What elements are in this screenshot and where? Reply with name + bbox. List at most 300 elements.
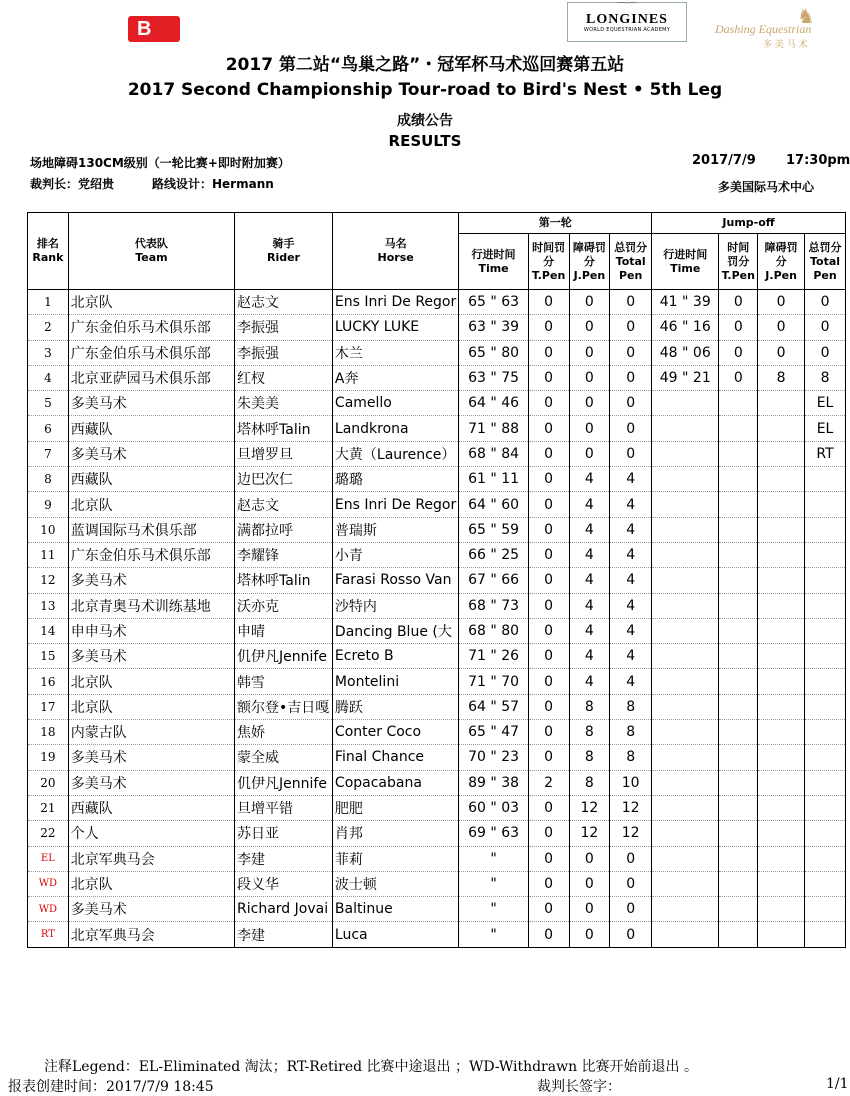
horse-cell: 腾跃 xyxy=(332,694,458,719)
jo-jpen-cell: 0 xyxy=(758,315,805,340)
table-row xyxy=(28,315,846,340)
jo-time-cell xyxy=(652,821,719,846)
table-row xyxy=(28,795,846,820)
table-row xyxy=(28,441,846,466)
jo-jpen-cell: 0 xyxy=(758,340,805,365)
r1-tpen-cell: 0 xyxy=(528,340,569,365)
r1-total-cell: 0 xyxy=(610,315,652,340)
r1-jpen-cell: 4 xyxy=(569,517,610,542)
table-row xyxy=(28,922,846,947)
team-cell: 个人 xyxy=(68,821,234,846)
jo-total-cell xyxy=(805,897,846,922)
r1-total-cell: 0 xyxy=(610,340,652,365)
rider-cell: 赵志文 xyxy=(235,290,333,315)
team-cell: 广东金伯乐马术俱乐部 xyxy=(68,542,234,567)
jo-total-cell xyxy=(805,492,846,517)
team-cell: 北京队 xyxy=(68,694,234,719)
jo-time-cell xyxy=(652,441,719,466)
rank-cell: 8 xyxy=(28,467,69,492)
jo-jpen-cell xyxy=(758,492,805,517)
table-row xyxy=(28,694,846,719)
rider-cell: 朱美美 xyxy=(235,391,333,416)
team-cell: 多美马术 xyxy=(68,745,234,770)
jo-total-cell: RT xyxy=(805,441,846,466)
r1-time-cell: 89 " 38 xyxy=(459,770,528,795)
rider-cell: 申晴 xyxy=(235,618,333,643)
r1-time-cell: 65 " 80 xyxy=(459,340,528,365)
r1-time-cell: 70 " 23 xyxy=(459,745,528,770)
jo-tpen-cell: 0 xyxy=(719,315,758,340)
judge-signature: 裁判长签字： xyxy=(537,1079,621,1095)
title-cn: 2017 第二站“鸟巢之路”・冠军杯马术巡回赛第五站 xyxy=(225,55,625,75)
team-cell: 北京队 xyxy=(68,492,234,517)
rider-cell: 仉伊凡Jennife xyxy=(235,770,333,795)
rider-cell: 红杈 xyxy=(235,365,333,390)
rider-cell: 额尔登•吉日嘎 xyxy=(235,694,333,719)
rider-cell: 边巴次仁 xyxy=(235,467,333,492)
r1-tpen-cell: 0 xyxy=(528,467,569,492)
rank-cell: EL xyxy=(28,846,69,871)
r1-total-cell: 0 xyxy=(610,871,652,896)
jo-time-cell xyxy=(652,795,719,820)
team-cell: 内蒙古队 xyxy=(68,720,234,745)
jo-tpen-cell xyxy=(719,720,758,745)
horse-cell: Luca xyxy=(332,922,458,947)
r1-time-cell: " xyxy=(459,846,528,871)
table-row xyxy=(28,720,846,745)
r1-jpen-cell: 4 xyxy=(569,618,610,643)
jo-total-cell xyxy=(805,922,846,947)
rider-cell: 满都拉呼 xyxy=(235,517,333,542)
table-row xyxy=(28,897,846,922)
horse-cell: 肥肥 xyxy=(332,795,458,820)
r1-total-cell: 4 xyxy=(610,644,652,669)
jo-time-cell: 46 " 16 xyxy=(652,315,719,340)
table-row xyxy=(28,669,846,694)
longines-sub: WORLD EQUESTRIAN ACADEMY xyxy=(583,27,671,33)
rider-cell: 仉伊凡Jennife xyxy=(235,644,333,669)
rank-header: 排名 Rank xyxy=(28,213,69,290)
r1-total-cell: 4 xyxy=(610,542,652,567)
r1-tpen-cell: 0 xyxy=(528,821,569,846)
horse-cell: 菲莉 xyxy=(332,846,458,871)
jo-tpen-cell xyxy=(719,391,758,416)
r1-total-cell: 4 xyxy=(610,593,652,618)
page-number: 1/1 xyxy=(826,1076,849,1092)
horse-cell: Landkrona xyxy=(332,416,458,441)
r1-jpen-cell: 0 xyxy=(569,290,610,315)
jo-jpen-cell xyxy=(758,441,805,466)
event-date: 2017/7/9 xyxy=(692,153,756,168)
jo-jpen-cell xyxy=(758,897,805,922)
jo-tpen-cell xyxy=(719,441,758,466)
r1-jpen-cell: 4 xyxy=(569,492,610,517)
jo-tpen-cell xyxy=(719,745,758,770)
horse-cell: Dancing Blue (大 xyxy=(332,618,458,643)
r1-jpen-cell: 0 xyxy=(569,846,610,871)
r1-tpen-cell: 0 xyxy=(528,593,569,618)
horse-cell: 木兰 xyxy=(332,340,458,365)
r1-jpen-cell: 0 xyxy=(569,871,610,896)
rider-cell: 旦增罗旦 xyxy=(235,441,333,466)
jo-tpen-cell xyxy=(719,846,758,871)
rider-cell: 李建 xyxy=(235,846,333,871)
r1-time-cell: " xyxy=(459,897,528,922)
r1-time-cell: 69 " 63 xyxy=(459,821,528,846)
jo-tpen-cell xyxy=(719,897,758,922)
rider-cell: 沃亦克 xyxy=(235,593,333,618)
table-row xyxy=(28,770,846,795)
legend: 注释Legend：EL-Eliminated 淘汰；RT-Retired 比赛中途退出 ；WD-Withdrawn 比赛开始前退出 。 xyxy=(44,1059,698,1075)
jo-total-cell xyxy=(805,593,846,618)
team-cell: 北京队 xyxy=(68,871,234,896)
jo-total-cell xyxy=(805,720,846,745)
jo-jpen-cell xyxy=(758,846,805,871)
jo-total-cell xyxy=(805,517,846,542)
jo-time-header: 行进时间 Time xyxy=(652,234,719,290)
rider-cell: 塔林呼Talin xyxy=(235,416,333,441)
rider-cell: 塔林呼Talin xyxy=(235,568,333,593)
table-row xyxy=(28,871,846,896)
r1-time-cell: 64 " 57 xyxy=(459,694,528,719)
jo-total-cell: EL xyxy=(805,391,846,416)
jo-jpen-cell xyxy=(758,871,805,896)
team-cell: 多美马术 xyxy=(68,644,234,669)
team-header: 代表队 Team xyxy=(68,213,234,290)
jo-tpen-cell: 0 xyxy=(719,365,758,390)
jo-time-cell xyxy=(652,517,719,542)
jo-jpen-cell xyxy=(758,517,805,542)
jo-total-cell: 0 xyxy=(805,290,846,315)
jo-tpen-cell xyxy=(719,517,758,542)
team-cell: 西藏队 xyxy=(68,416,234,441)
horse-icon: ♞ xyxy=(797,4,815,28)
jo-time-cell xyxy=(652,618,719,643)
r1-time-cell: 61 " 11 xyxy=(459,467,528,492)
r1-time-cell: 67 " 66 xyxy=(459,568,528,593)
r1-total-cell: 8 xyxy=(610,720,652,745)
team-cell: 北京青奥马术训练基地 xyxy=(68,593,234,618)
team-cell: 多美马术 xyxy=(68,770,234,795)
table-row xyxy=(28,290,846,315)
horse-cell: Ens Inri De Regor xyxy=(332,290,458,315)
r1-time-cell: 64 " 60 xyxy=(459,492,528,517)
rank-cell: 10 xyxy=(28,517,69,542)
team-cell: 广东金伯乐马术俱乐部 xyxy=(68,340,234,365)
rider-cell: 蒙全威 xyxy=(235,745,333,770)
jo-jpen-cell xyxy=(758,644,805,669)
jo-time-cell xyxy=(652,694,719,719)
rider-cell: 李建 xyxy=(235,922,333,947)
horse-cell: 肖邦 xyxy=(332,821,458,846)
horse-cell: Camello xyxy=(332,391,458,416)
jumpoff-header: Jump-off xyxy=(652,213,846,234)
r1-jpen-cell: 0 xyxy=(569,922,610,947)
r1-tpen-cell: 0 xyxy=(528,290,569,315)
jo-jpen-cell xyxy=(758,391,805,416)
table-row xyxy=(28,644,846,669)
r1-tpen-cell: 0 xyxy=(528,897,569,922)
jo-total-cell xyxy=(805,871,846,896)
jo-time-cell xyxy=(652,770,719,795)
jo-jpen-cell xyxy=(758,922,805,947)
jo-time-cell xyxy=(652,922,719,947)
jo-tpen-cell xyxy=(719,795,758,820)
jo-jpen-cell xyxy=(758,694,805,719)
horse-cell: Ecreto B xyxy=(332,644,458,669)
wings-icon: ⌒⌒ xyxy=(617,3,636,13)
r1-jpen-cell: 0 xyxy=(569,315,610,340)
r1-total-cell: 0 xyxy=(610,846,652,871)
jo-tpen-cell xyxy=(719,467,758,492)
r1-total-cell: 4 xyxy=(610,492,652,517)
r1-total-cell: 0 xyxy=(610,922,652,947)
jo-total-cell: 0 xyxy=(805,315,846,340)
r1-jpen-cell: 4 xyxy=(569,644,610,669)
jo-tpen-header: 时间 罚分 T.Pen xyxy=(719,234,758,290)
rank-cell: 7 xyxy=(28,441,69,466)
jo-jpen-cell: 8 xyxy=(758,365,805,390)
rank-cell: WD xyxy=(28,871,69,896)
table-row xyxy=(28,340,846,365)
team-cell: 多美马术 xyxy=(68,897,234,922)
results-table xyxy=(27,212,846,948)
rider-cell: 赵志文 xyxy=(235,492,333,517)
r1-time-cell: " xyxy=(459,871,528,896)
r1-jpen-cell: 8 xyxy=(569,694,610,719)
jo-time-cell xyxy=(652,720,719,745)
jo-time-cell xyxy=(652,644,719,669)
jo-jpen-cell xyxy=(758,568,805,593)
longines-name: LONGINES xyxy=(586,12,668,27)
table-row xyxy=(28,593,846,618)
r1-tpen-cell: 2 xyxy=(528,770,569,795)
jo-tpen-cell xyxy=(719,568,758,593)
r1-jpen-cell: 0 xyxy=(569,441,610,466)
jo-time-cell xyxy=(652,846,719,871)
report-created: 报表创建时间：2017/7/9 18:45 xyxy=(8,1079,214,1095)
longines-logo xyxy=(567,2,687,42)
jo-jpen-cell xyxy=(758,618,805,643)
r1-jpen-cell: 0 xyxy=(569,365,610,390)
jo-jpen-cell xyxy=(758,821,805,846)
jo-total-cell: 0 xyxy=(805,340,846,365)
r1-tpen-cell: 0 xyxy=(528,315,569,340)
r1-tpen-cell: 0 xyxy=(528,669,569,694)
jo-total-cell xyxy=(805,770,846,795)
horse-cell: Conter Coco xyxy=(332,720,458,745)
event-time: 17:30pm xyxy=(786,153,850,168)
horse-cell: LUCKY LUKE xyxy=(332,315,458,340)
results-cn: 成绩公告 xyxy=(397,113,453,129)
rank-cell: 22 xyxy=(28,821,69,846)
table-row xyxy=(28,542,846,567)
r1-time-cell: 63 " 39 xyxy=(459,315,528,340)
jo-total-cell xyxy=(805,618,846,643)
jo-jpen-cell xyxy=(758,467,805,492)
rank-cell: 9 xyxy=(28,492,69,517)
rider-cell: 段义华 xyxy=(235,871,333,896)
table-row xyxy=(28,467,846,492)
jo-tpen-cell xyxy=(719,770,758,795)
rank-cell: 21 xyxy=(28,795,69,820)
r1-tpen-cell: 0 xyxy=(528,745,569,770)
r1-time-cell: 60 " 03 xyxy=(459,795,528,820)
r1-time-cell: 71 " 70 xyxy=(459,669,528,694)
jo-jpen-cell: 0 xyxy=(758,290,805,315)
table-row xyxy=(28,821,846,846)
table-row xyxy=(28,618,846,643)
r1-time-cell: 68 " 80 xyxy=(459,618,528,643)
jo-tpen-cell xyxy=(719,694,758,719)
r1-tpen-cell: 0 xyxy=(528,391,569,416)
table-row xyxy=(28,745,846,770)
rider-cell: 焦娇 xyxy=(235,720,333,745)
jo-total-cell xyxy=(805,542,846,567)
team-cell: 申申马术 xyxy=(68,618,234,643)
horse-cell: 璐璐 xyxy=(332,467,458,492)
r1-jpen-cell: 0 xyxy=(569,897,610,922)
venue-info: 多美国际马术中心 xyxy=(718,180,815,194)
rider-cell: 苏日亚 xyxy=(235,821,333,846)
rank-cell: 15 xyxy=(28,644,69,669)
horse-cell: 波士顿 xyxy=(332,871,458,896)
table-row xyxy=(28,846,846,871)
jo-tpen-cell xyxy=(719,416,758,441)
r1-jpen-cell: 12 xyxy=(569,795,610,820)
jo-time-cell xyxy=(652,669,719,694)
rank-cell: 13 xyxy=(28,593,69,618)
jo-jpen-cell xyxy=(758,416,805,441)
rank-cell: WD xyxy=(28,897,69,922)
r1-tpen-cell: 0 xyxy=(528,720,569,745)
jo-time-cell: 48 " 06 xyxy=(652,340,719,365)
jo-tpen-cell xyxy=(719,492,758,517)
r1-total-cell: 4 xyxy=(610,669,652,694)
jo-jpen-cell xyxy=(758,593,805,618)
r1-tpen-cell: 0 xyxy=(528,871,569,896)
r1-time-cell: 68 " 73 xyxy=(459,593,528,618)
r1-jpen-cell: 4 xyxy=(569,542,610,567)
r1-time-cell: 71 " 88 xyxy=(459,416,528,441)
rank-cell: 20 xyxy=(28,770,69,795)
rank-cell: 6 xyxy=(28,416,69,441)
jo-total-cell: EL xyxy=(805,416,846,441)
table-row xyxy=(28,568,846,593)
r1-tpen-cell: 0 xyxy=(528,517,569,542)
table-row xyxy=(28,391,846,416)
r1-total-cell: 0 xyxy=(610,441,652,466)
horse-header: 马名 Horse xyxy=(332,213,458,290)
round1-header: 第一轮 xyxy=(459,213,652,234)
jo-time-cell xyxy=(652,467,719,492)
r1-tpen-cell: 0 xyxy=(528,365,569,390)
team-cell: 多美马术 xyxy=(68,568,234,593)
jo-jpen-cell xyxy=(758,720,805,745)
horse-cell: A奔 xyxy=(332,365,458,390)
jo-time-cell xyxy=(652,593,719,618)
r1-total-cell: 12 xyxy=(610,821,652,846)
rank-cell: 14 xyxy=(28,618,69,643)
rider-cell: 李耀锋 xyxy=(235,542,333,567)
jo-jpen-cell xyxy=(758,669,805,694)
rank-cell: 11 xyxy=(28,542,69,567)
r1-jpen-cell: 8 xyxy=(569,770,610,795)
jo-time-cell: 41 " 39 xyxy=(652,290,719,315)
r1-tpen-cell: 0 xyxy=(528,795,569,820)
jo-total-cell xyxy=(805,467,846,492)
r1-tpen-cell: 0 xyxy=(528,694,569,719)
r1-total-cell: 4 xyxy=(610,467,652,492)
jo-tpen-cell xyxy=(719,618,758,643)
jo-tpen-cell xyxy=(719,669,758,694)
jo-tpen-cell xyxy=(719,542,758,567)
jo-tpen-cell xyxy=(719,922,758,947)
r1-tpen-cell: 0 xyxy=(528,416,569,441)
horse-cell: Final Chance xyxy=(332,745,458,770)
r1-time-cell: 65 " 63 xyxy=(459,290,528,315)
horse-cell: 大黄（Laurence） xyxy=(332,441,458,466)
r1-jpen-cell: 12 xyxy=(569,821,610,846)
r1-total-cell: 0 xyxy=(610,290,652,315)
r1-tpen-cell: 0 xyxy=(528,542,569,567)
jo-tpen-cell: 0 xyxy=(719,290,758,315)
rider-cell: 李振强 xyxy=(235,315,333,340)
r1-tpen-header: 时间罚 分 T.Pen xyxy=(528,234,569,290)
horse-cell: Ens Inri De Regor xyxy=(332,492,458,517)
team-cell: 北京队 xyxy=(68,290,234,315)
r1-total-cell: 12 xyxy=(610,795,652,820)
r1-total-cell: 4 xyxy=(610,618,652,643)
r1-jpen-cell: 4 xyxy=(569,593,610,618)
r1-total-cell: 0 xyxy=(610,897,652,922)
r1-total-cell: 0 xyxy=(610,365,652,390)
jo-time-cell xyxy=(652,542,719,567)
rank-cell: 18 xyxy=(28,720,69,745)
dashing-cn: 多 美 马 术 xyxy=(763,40,808,50)
rank-cell: 2 xyxy=(28,315,69,340)
rider-header: 骑手 Rider xyxy=(235,213,333,290)
team-cell: 西藏队 xyxy=(68,795,234,820)
r1-time-cell: 66 " 25 xyxy=(459,542,528,567)
jo-jpen-cell xyxy=(758,795,805,820)
horse-cell: 小青 xyxy=(332,542,458,567)
logo-letter: B xyxy=(137,18,152,40)
r1-jpen-cell: 0 xyxy=(569,340,610,365)
r1-jpen-cell: 0 xyxy=(569,391,610,416)
rider-cell: Richard Jovai xyxy=(235,897,333,922)
jo-total-cell: 8 xyxy=(805,365,846,390)
rank-cell: 16 xyxy=(28,669,69,694)
team-cell: 广东金伯乐马术俱乐部 xyxy=(68,315,234,340)
jo-total-cell xyxy=(805,644,846,669)
team-cell: 多美马术 xyxy=(68,441,234,466)
r1-time-cell: " xyxy=(459,922,528,947)
table-row xyxy=(28,517,846,542)
horse-cell: 沙特内 xyxy=(332,593,458,618)
judge-info: 裁判长：党绍贵 xyxy=(30,177,115,191)
designer-info: 路线设计：Hermann xyxy=(152,177,274,191)
horse-cell: Baltinue xyxy=(332,897,458,922)
team-cell: 蓝调国际马术俱乐部 xyxy=(68,517,234,542)
table-body xyxy=(28,290,846,948)
jo-total-cell xyxy=(805,846,846,871)
r1-tpen-cell: 0 xyxy=(528,568,569,593)
r1-tpen-cell: 0 xyxy=(528,441,569,466)
jo-total-cell xyxy=(805,568,846,593)
r1-total-cell: 8 xyxy=(610,745,652,770)
jo-time-cell xyxy=(652,745,719,770)
